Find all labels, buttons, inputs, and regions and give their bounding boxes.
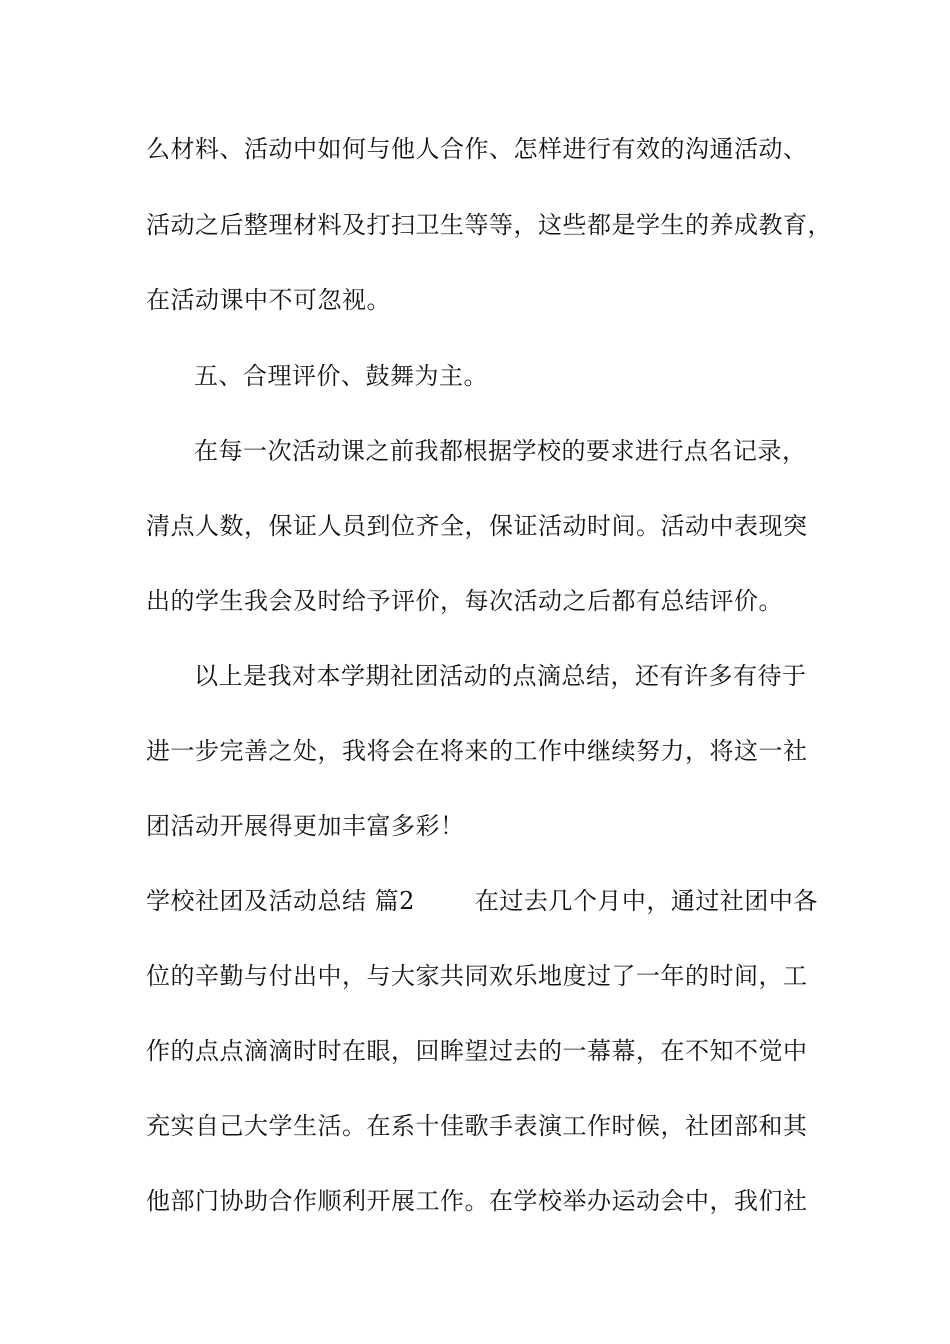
article-title: 学校社团及活动总结 篇2 [146, 887, 415, 915]
section-heading: 五、合理评价、鼓舞为主。 [194, 362, 488, 390]
text-line: 位的辛勤与付出中，与大家共同欢乐地度过了一年的时间，工 [146, 962, 808, 990]
text-line: 在活动课中不可忽视。 [146, 286, 391, 314]
text-line: 清点人数，保证人员到位齐全，保证活动时间。活动中表现突 [146, 512, 808, 540]
text-line: 进一步完善之处，我将会在将来的工作中继续努力，将这一社 [146, 737, 808, 765]
text-line: 出的学生我会及时给予评价，每次活动之后都有总结评价。 [146, 587, 783, 615]
text-line: 充实自己大学生活。在系十佳歌手表演工作时候，社团部和其 [146, 1112, 808, 1140]
text-line: 在过去几个月中，通过社团中各 [474, 887, 818, 915]
text-line: 以上是我对本学期社团活动的点滴总结，还有许多有待于 [194, 662, 807, 690]
text-line: 他部门协助合作顺利开展工作。在学校举办运动会中，我们社 [146, 1187, 808, 1215]
text-line: 团活动开展得更加丰富多彩！ [146, 812, 465, 840]
text-line: 么材料、活动中如何与他人合作、怎样进行有效的沟通活动、 [146, 135, 808, 163]
text-line: 在每一次活动课之前我都根据学校的要求进行点名记录， [194, 437, 807, 465]
text-line: 作的点点滴滴时时在眼，回眸望过去的一幕幕，在不知不觉中 [146, 1037, 808, 1065]
title-line [146, 886, 818, 916]
text-line: 活动之后整理材料及打扫卫生等等，这些都是学生的养成教育， [146, 211, 832, 239]
